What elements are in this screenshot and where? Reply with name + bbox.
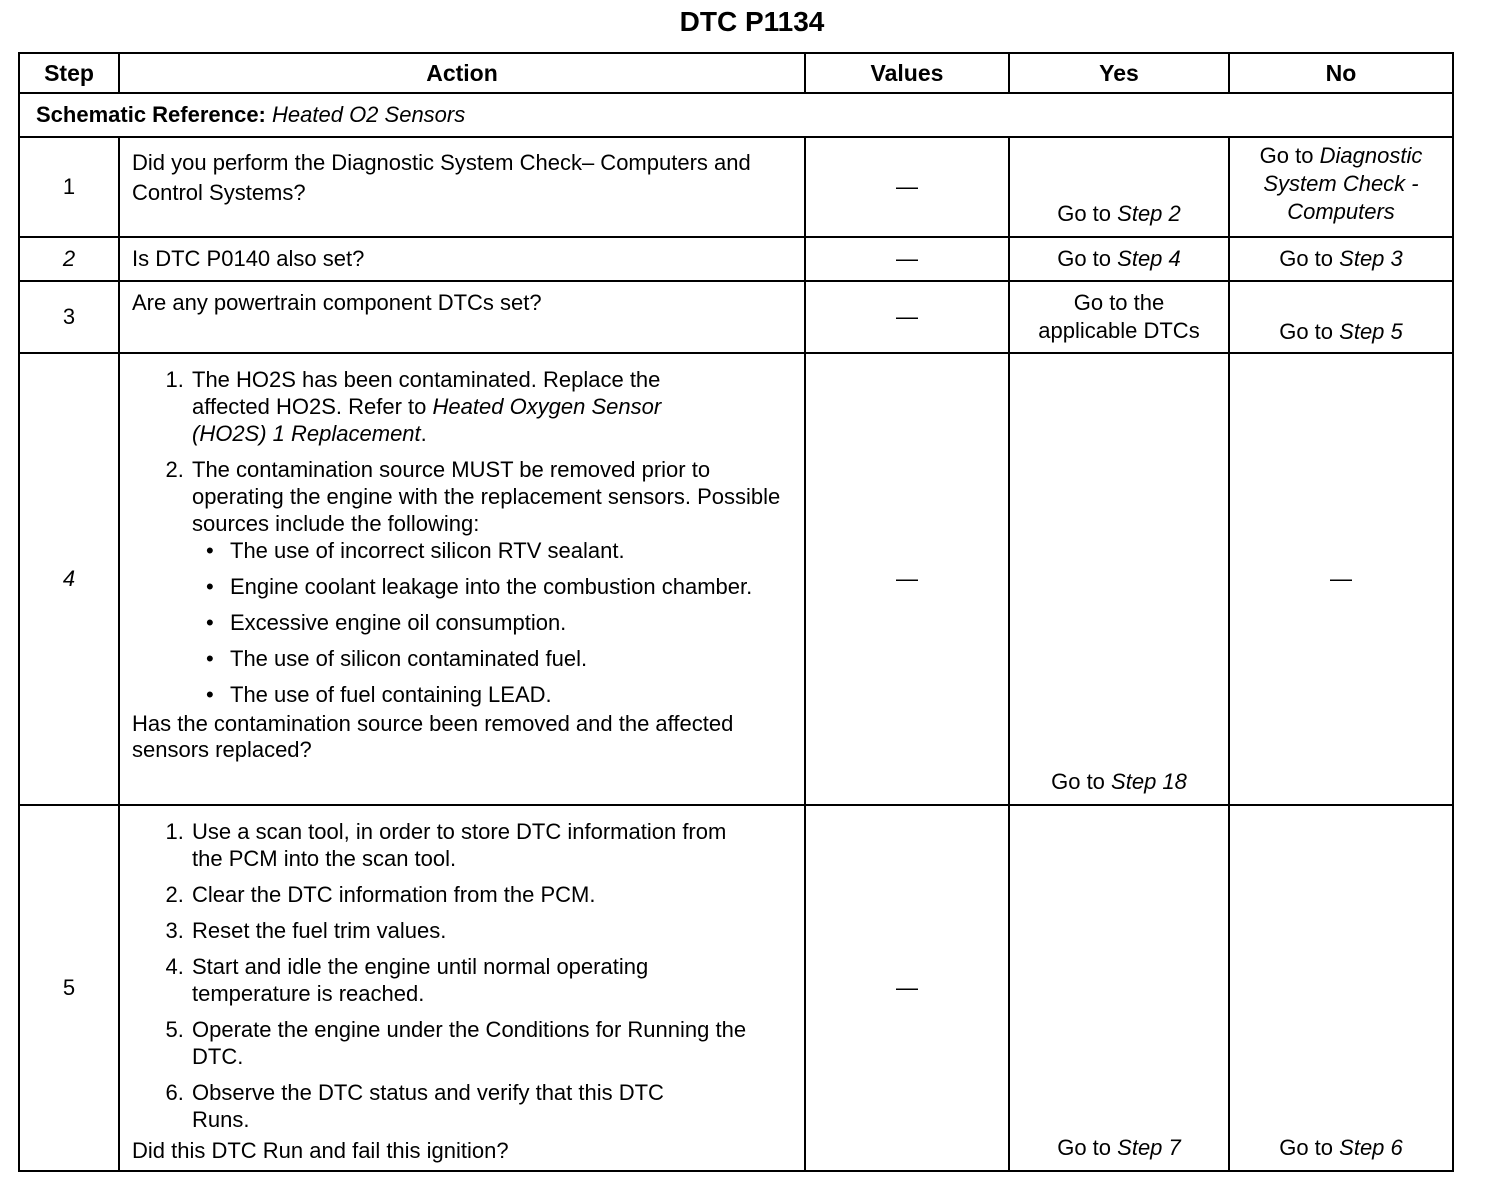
- action-steps: [132, 818, 792, 1133]
- go-to-label: Go to: [1057, 1135, 1112, 1160]
- header-yes: Yes: [1009, 53, 1229, 93]
- no-cell: [1229, 237, 1453, 281]
- action-steps: [132, 366, 792, 708]
- reference-link: Heated Oxygen Sensor (HO2S) 1 Replacement: [192, 394, 662, 446]
- step-number: 4: [19, 353, 119, 805]
- list-item: 5. Operate the engine under the Conditions for Running the DTC.: [190, 1016, 792, 1070]
- yes-target: Step 18: [1111, 769, 1187, 794]
- list-item: 1. The HO2S has been contaminated. Replace the affected HO2S. Refer to Heated Oxygen Sensor (HO2S) 1 Replacement.: [190, 366, 792, 447]
- action-cell: Are any powertrain component DTCs set?: [119, 281, 805, 353]
- list-item: 3. Reset the fuel trim values.: [190, 917, 792, 944]
- go-to-label: Go to: [1259, 143, 1314, 168]
- no-cell: [1229, 281, 1453, 353]
- question-text: Has the contamination source been removed and the affected sensors replaced?: [132, 711, 734, 762]
- yes-cell: Go to the applicable DTCs: [1009, 281, 1229, 353]
- document-title: DTC P1134: [679, 6, 825, 37]
- schematic-reference-row: [19, 93, 1453, 137]
- no-target: Step 3: [1339, 246, 1403, 271]
- list-item: 1. Use a scan tool, in order to store DTC information from the PCM into the scan tool.: [190, 818, 792, 872]
- action-cell: [119, 805, 805, 1171]
- header-no: No: [1229, 53, 1453, 93]
- no-cell: [1229, 137, 1453, 237]
- go-to-label: Go to: [1279, 246, 1334, 271]
- table-row: [19, 353, 1453, 805]
- item-text: The HO2S has been contaminated. Replace the affected HO2S. Refer to: [192, 367, 661, 419]
- no-target: Diagnostic System Check - Computers: [1263, 143, 1423, 224]
- question-text: Did this DTC Run and fail this ignition?: [132, 1138, 509, 1163]
- yes-cell: [1009, 353, 1229, 805]
- diagnostic-table: [18, 52, 1454, 1172]
- yes-cell: [1009, 237, 1229, 281]
- go-to-label: Go to: [1279, 319, 1334, 344]
- values-cell: —: [805, 805, 1009, 1171]
- schematic-reference: [19, 93, 1453, 137]
- step-number: 1: [19, 137, 119, 237]
- action-cell: Did you perform the Diagnostic System Check– Computers and Control Systems?: [119, 137, 805, 237]
- header-row: [19, 53, 1453, 93]
- no-target: Step 6: [1339, 1135, 1403, 1160]
- item-text: The contamination source MUST be removed prior to operating the engine with the replacement sensors. Possible sources include the following:: [192, 457, 781, 536]
- source-list: [192, 537, 792, 708]
- step-number: 5: [19, 805, 119, 1171]
- go-to-label: Go to: [1057, 246, 1112, 271]
- list-item: • The use of incorrect silicon RTV sealant.: [228, 537, 792, 564]
- go-to-label: Go to: [1057, 201, 1112, 226]
- no-cell: [1229, 805, 1453, 1171]
- list-item: [190, 456, 792, 708]
- action-cell: Is DTC P0140 also set?: [119, 237, 805, 281]
- values-cell: —: [805, 237, 1009, 281]
- go-to-label: Go to: [1279, 1135, 1334, 1160]
- yes-target: Step 4: [1117, 246, 1181, 271]
- values-cell: —: [805, 137, 1009, 237]
- table-row: [19, 281, 1453, 353]
- list-item: • Engine coolant leakage into the combustion chamber.: [228, 573, 792, 600]
- list-item: • Excessive engine oil consumption.: [228, 609, 792, 636]
- header-step: Step: [19, 53, 119, 93]
- list-item: • The use of silicon contaminated fuel.: [228, 645, 792, 672]
- yes-target: Step 2: [1117, 201, 1181, 226]
- list-item: 6. Observe the DTC status and verify that this DTC Runs.: [190, 1079, 792, 1133]
- values-cell: —: [805, 281, 1009, 353]
- action-cell: [119, 353, 805, 805]
- table-row: [19, 805, 1453, 1171]
- no-target: Step 5: [1339, 319, 1403, 344]
- header-values: Values: [805, 53, 1009, 93]
- yes-cell: [1009, 805, 1229, 1171]
- no-cell: —: [1229, 353, 1453, 805]
- step-number: 2: [19, 237, 119, 281]
- schematic-label: Schematic Reference:: [36, 102, 266, 127]
- yes-target: Step 7: [1117, 1135, 1181, 1160]
- list-item: 4. Start and idle the engine until normal operating temperature is reached.: [190, 953, 792, 1007]
- yes-cell: [1009, 137, 1229, 237]
- list-item: 2. Clear the DTC information from the PCM.: [190, 881, 792, 908]
- list-item: • The use of fuel containing LEAD.: [228, 681, 792, 708]
- table-row: [19, 137, 1453, 237]
- header-action: Action: [119, 53, 805, 93]
- schematic-value: Heated O2 Sensors: [272, 102, 466, 127]
- step-number: 3: [19, 281, 119, 353]
- go-to-label: Go to: [1051, 769, 1105, 794]
- table-row: [19, 237, 1453, 281]
- values-cell: —: [805, 353, 1009, 805]
